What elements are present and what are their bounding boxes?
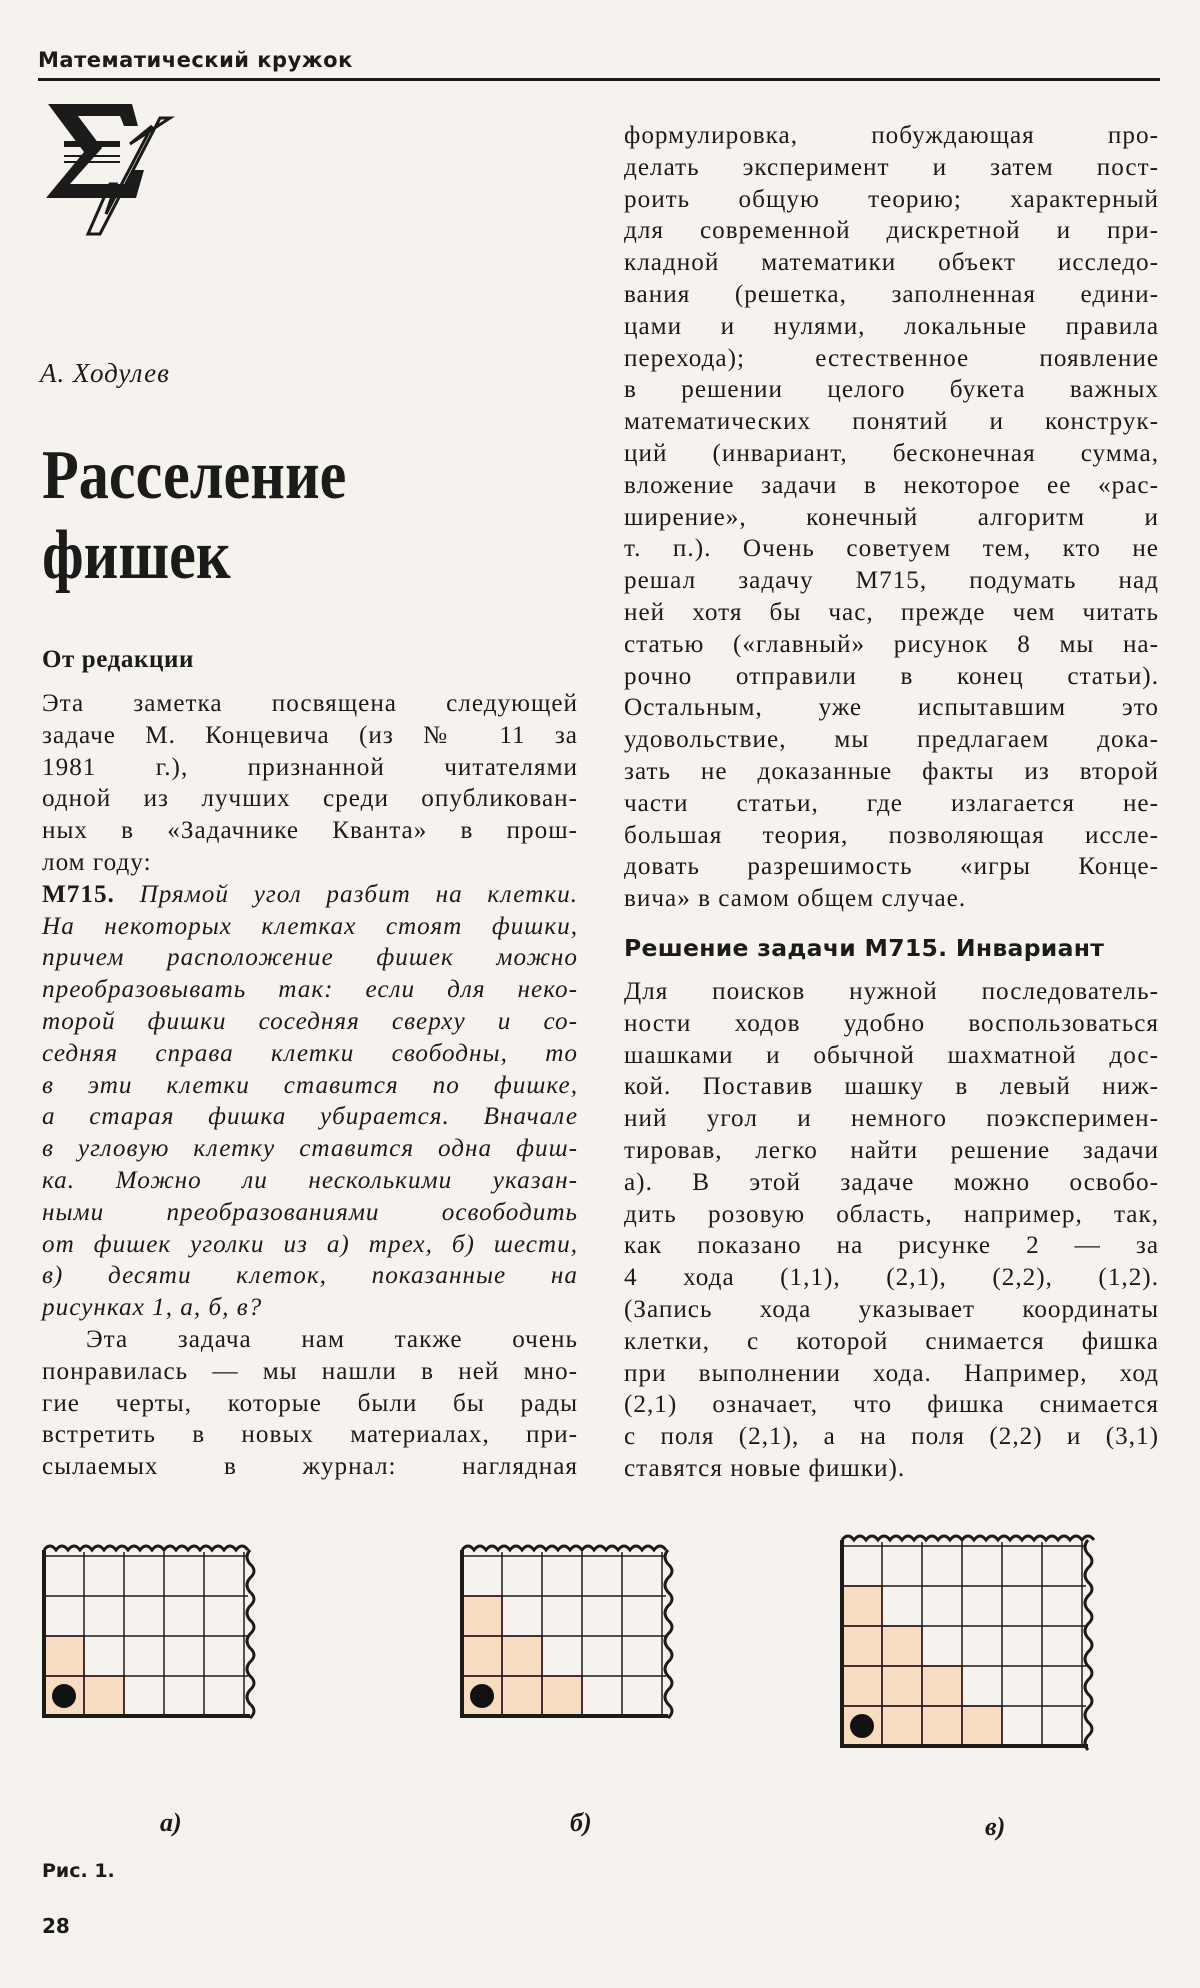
text-line: от фишек уголки из а) трех, б) шести, [42,1230,578,1258]
text-line: ных в «Задачнике Кванта» в прош- [42,817,578,845]
running-head: Математический кружок [38,48,353,72]
text-line: Для поисков нужной последователь- [624,978,1159,1005]
chip [850,1714,874,1738]
text-line: довать разрешимость «игры Конце- [624,853,1159,881]
figure-label: б) [570,1808,592,1837]
figure-grid [832,1526,1102,1756]
page-number: 28 [42,1914,70,1938]
text-line: ней хотя бы час, прежде чем читать [624,598,1159,626]
header-rule [38,78,1160,81]
text-line: а старая фишка убирается. Вначале [42,1103,578,1131]
text-line: дить розовую область, например, так, [624,1200,1159,1228]
text-line: задаче М. Концевича (из № 11 за [42,721,578,749]
chip [52,1684,76,1708]
torn-edge-right [1085,1540,1092,1750]
text-line: (Запись хода указывает координаты [624,1295,1159,1323]
torn-edge-top [462,1546,666,1550]
text-line: На некоторых клетках стоят фишки, [42,912,578,940]
text-line: ций (инвариант, бесконечная сумма, [624,439,1159,467]
text-line: одной из лучших среди опубликован- [42,785,578,813]
highlighted-cell [502,1676,542,1716]
highlighted-cell [962,1706,1002,1746]
highlighted-cell [922,1706,962,1746]
text-line: при выполнении хода. Например, ход [624,1359,1159,1387]
problem-text: Прямой угол разбит на клетки. [139,880,578,908]
author-name: А. Ходулев [40,358,170,388]
torn-edge-top [44,1546,248,1550]
highlighted-cell [44,1636,84,1676]
text-line: делать эксперимент и затем пост- [624,153,1159,181]
text-line: вания (решетка, заполненная едини- [624,280,1159,308]
editorial-para2-continued [624,120,1159,915]
text-line: зать не доказанные факты из второй [624,757,1159,785]
highlighted-cell [882,1666,922,1706]
highlighted-cell [882,1626,922,1666]
title-line-1: Расселение [42,437,347,514]
text-line: как показано на рисунке 2 — за [624,1232,1159,1260]
text-line: ширение», конечный алгоритм и [624,503,1159,531]
figure-grid [452,1536,682,1726]
highlighted-cell [542,1676,582,1716]
text-line: причем расположение фишек можно [42,944,578,972]
title-line-2: фишек [42,517,231,594]
highlighted-cell [842,1666,882,1706]
text-line: удовольствие, мы предлагаем дока- [624,726,1159,754]
text-line: в угловую клетку ставится одна фиш- [42,1135,578,1163]
text-line: с поля (2,1), а на поля (2,2) и (3,1) [624,1423,1159,1451]
text-line: Эта заметка посвящена следующей [42,690,578,717]
text-line: для современной дискретной и при- [624,217,1159,245]
text-line: в решении целого букета важных [624,376,1159,404]
figure-caption: Рис. 1. [42,1860,115,1882]
text-line: преобразовывать так: если для неко- [42,976,578,1004]
text-line: а). В этой задаче можно освобо- [624,1168,1159,1196]
text-line: встретить в новых материалах, при- [42,1421,578,1449]
text-line: кладной математики объект исследо- [624,249,1159,277]
text-line: шашками и обычной шахматной дос- [624,1041,1159,1069]
text-line: т. п.). Очень советуем тем, кто не [624,535,1159,563]
text-line: ка. Можно ли несколькими указан- [42,1166,578,1194]
text-line: вича» в самом общем случае. [624,885,967,913]
left-column [42,688,578,1483]
text-line: перехода); естественное появление [624,344,1159,372]
highlighted-cell [842,1586,882,1626]
text-line: кой. Поставив шашку в левый ниж- [624,1073,1159,1101]
solution-text [624,976,1159,1485]
text-line: 4 хода (1,1), (2,1), (2,2), (1,2). [624,1264,1159,1292]
sigma-v-emblem-icon [40,104,170,244]
text-line: формулировка, побуждающая про- [624,122,1159,149]
text-line: Эта задача нам также очень [86,1325,578,1353]
highlighted-cell [842,1626,882,1666]
figure-grid [34,1536,264,1726]
text-line: ний угол и немного поэксперимен- [624,1105,1159,1133]
text-line: решал задачу М715, подумать над [624,567,1159,595]
highlighted-cell [462,1636,502,1676]
text-line: седняя справа клетки свободны, то [42,1039,578,1067]
problem-label: М715. [42,880,115,908]
editorial-heading: От редакции [42,646,195,673]
text-line: большая теория, позволяющая иссле- [624,821,1159,849]
text-line: лом году: [42,848,152,876]
problem-text-continued [42,911,578,1324]
torn-edge-top [842,1536,1094,1540]
torn-edge-right [247,1550,254,1718]
text-line: рочно отправили в конец статьи). [624,662,1159,690]
highlighted-cell [502,1636,542,1676]
editorial-intro [42,688,578,879]
text-line: Остальным, уже испытавшим это [624,694,1159,722]
solution-heading: Решение задачи М715. Инвариант [624,934,1105,962]
text-line: статью («главный» рисунок 8 мы на- [624,630,1159,658]
text-line: сылаемых в журнал: наглядная [42,1453,578,1481]
text-line: клетки, с которой снимается фишка [624,1327,1159,1355]
highlighted-cell [922,1666,962,1706]
text-line: 1981 г.), признанной читателями [42,753,578,781]
text-line: понравилась — мы нашли в ней мно- [42,1357,578,1385]
text-line: рисунках 1, а, б, в? [42,1294,263,1322]
right-column [624,120,1159,915]
text-line: торой фишки соседняя сверху и со- [42,1007,578,1035]
editorial-para2-start [42,1324,578,1483]
highlighted-cell [462,1596,502,1636]
text-line: в) десяти клеток, показанные на [42,1262,578,1290]
text-line: ности ходов удобно воспользоваться [624,1009,1159,1037]
text-line: математических понятий и конструк- [624,408,1159,436]
figure-label: в) [985,1812,1006,1841]
figure-label: а) [160,1808,182,1837]
highlighted-cell [882,1706,922,1746]
text-line: в эти клетки ставится по фишке, [42,1071,578,1099]
text-line: ставятся новые фишки). [624,1454,906,1482]
text-line: тировав, легко найти решение задачи [624,1136,1159,1164]
text-line: (2,1) означает, что фишка снимается [624,1391,1159,1419]
highlighted-cell [84,1676,124,1716]
article-title [42,436,472,596]
text-line: гие черты, которые были бы рады [42,1389,578,1417]
chip [470,1684,494,1708]
text-line: роить общую теорию; характерный [624,185,1159,213]
text-line: вложение задачи в некоторое ее «рас- [624,471,1159,499]
problem-statement [42,879,578,911]
torn-edge-right [665,1550,672,1718]
text-line: цами и нулями, локальные правила [624,312,1159,340]
text-line: части статьи, где излагается не- [624,789,1159,817]
text-line: ными преобразованиями освободить [42,1198,578,1226]
